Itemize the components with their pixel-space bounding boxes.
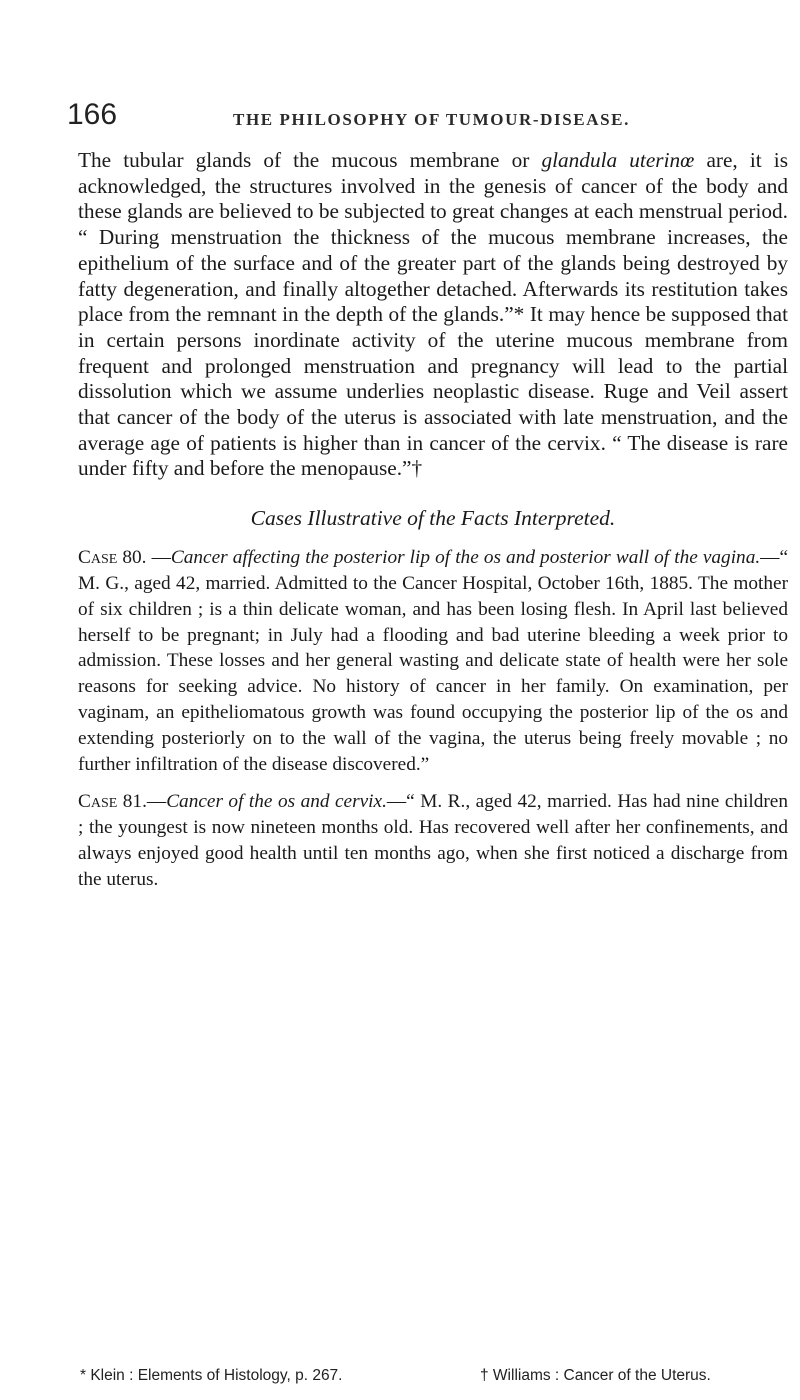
case-81-label: Case 81.	[78, 791, 147, 813]
case-80-dash: —	[146, 547, 171, 569]
case-81-paragraph	[78, 789, 788, 892]
case-80-title: Cancer affecting the posterior lip of the os and posterior wall of the vagina.	[170, 547, 761, 569]
footnote-klein: * Klein : Elements of Histology, p. 267.	[80, 1367, 343, 1384]
page-number: 166	[67, 98, 118, 131]
intro-text-start: The tubular glands of the mucous membrane or	[78, 148, 542, 172]
footnote-williams: † Williams : Cancer of the Uterus.	[480, 1367, 711, 1384]
case-81-text: —“ M. R., aged 42, married. Has had nine children ; the youngest is now nineteen months old. Has recovered well after her confinements, and always enjoyed good health until ten months ago, when she first noticed a discharge from the uterus.	[78, 791, 788, 890]
case-80-paragraph	[78, 545, 788, 777]
case-80-text: —“ M. G., aged 42, married. Admitted to the Cancer Hospital, October 16th, 1885. The mother of six children ; is a thin delicate woman, and has been losing flesh. In April last believed herself to be pregnant; in July had a flooding and bad uterine bleeding a week prior to admission. These losses and her general wasting and delicate state of health were her sole reasons for seeking advice. No history of cancer in her family. On examination, per vaginam, an epitheliomatous growth was found occupying the posterior lip of the os and extending posteriorly on to the wall of the vagina, the uterus being freely movable ; no further infiltration of the disease discovered.”	[78, 547, 788, 775]
book-page	[67, 98, 788, 905]
intro-italic-term: glandula uterinœ	[541, 148, 695, 172]
intro-text-rest: are, it is acknowledged, the structures involved in the genesis of cancer of the body and these glands are believed to be subjected to great changes at each menstrual period. “ During menstruation the thickness of the mucous membrane increases, the epithelium of the surface and of the greater part of the glands being destroyed by fatty degeneration, and finally altogether detached. Afterwards its restitution takes place from the remnant in the depth of the glands.”* It may hence be supposed that in certain persons inordinate activity of the uterine mucous membrane from frequent and prolonged menstruation and pregnancy will lead to the partial dissolution which we assume underlies neoplastic disease. Ruge and Veil assert that cancer of the body of the uterus is associated with late menstruation, and the average age of patients is higher than in cancer of the cervix. “ The disease is rare under fifty and before the menopause.”†	[78, 148, 788, 481]
running-head	[67, 98, 788, 132]
section-heading: Cases Illustrative of the Facts Interpreted.	[250, 506, 616, 531]
case-81-title: Cancer of the os and cervix.	[166, 791, 387, 813]
case-81-dash: —	[146, 791, 167, 813]
case-80-label: Case 80.	[78, 547, 147, 569]
intro-paragraph	[78, 148, 788, 482]
running-title: THE PHILOSOPHY OF TUMOUR-DISEASE.	[233, 110, 630, 129]
